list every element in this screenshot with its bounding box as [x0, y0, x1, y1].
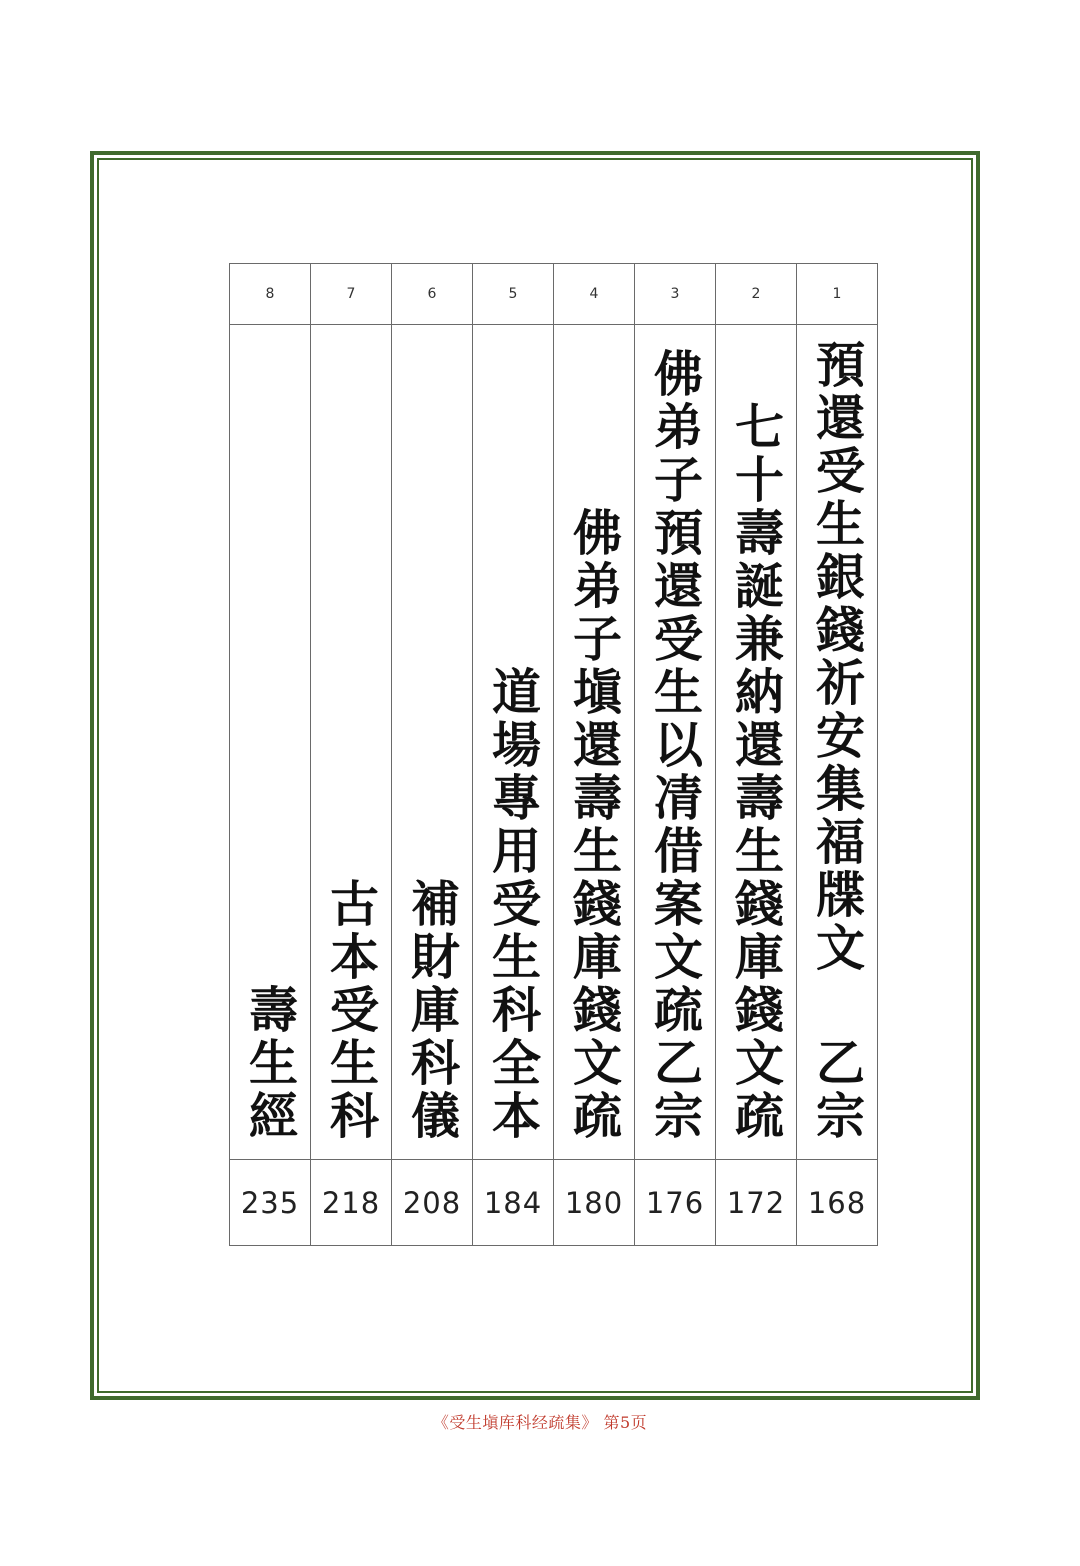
- entry-number: 2: [716, 264, 797, 325]
- entry-title-cell: [635, 325, 716, 1160]
- entry-number: 7: [311, 264, 392, 325]
- entry-number: 8: [230, 264, 311, 325]
- entry-page-number: 176: [635, 1160, 716, 1246]
- entry-number: 3: [635, 264, 716, 325]
- entry-title-row: [230, 325, 878, 1160]
- entry-number: 6: [392, 264, 473, 325]
- entry-title-cell: [716, 325, 797, 1160]
- entry-title: 佛弟子塡還壽生錢庫錢文疏: [565, 507, 624, 1143]
- entry-title: 七十壽誕兼納還壽生錢庫錢文疏: [727, 401, 786, 1143]
- entry-title: 補財庫科儀: [403, 878, 462, 1143]
- entry-title-cell: [554, 325, 635, 1160]
- entry-page-number: 184: [473, 1160, 554, 1246]
- entry-title-cell: [311, 325, 392, 1160]
- entry-title: 預還受生銀錢祈安集福牒文 乙宗: [808, 339, 867, 1143]
- footer-page-suffix: 页: [630, 1413, 648, 1432]
- footer-page-number: 5: [619, 1413, 631, 1432]
- entry-title: 古本受生科: [322, 878, 381, 1143]
- entry-page-number: 168: [797, 1160, 878, 1246]
- table-of-contents: [229, 263, 878, 1246]
- entry-title-cell: [392, 325, 473, 1160]
- entry-page-row: [230, 1160, 878, 1246]
- entry-title: 道場專用受生科全本: [484, 666, 543, 1143]
- entry-title: 佛弟子預還受生以凊借案文疏乙宗: [646, 348, 705, 1143]
- entry-number-row: [230, 264, 878, 325]
- entry-page-number: 235: [230, 1160, 311, 1246]
- entry-page-number: 218: [311, 1160, 392, 1246]
- entry-number: 4: [554, 264, 635, 325]
- entry-number: 5: [473, 264, 554, 325]
- entry-title: 壽生經: [241, 984, 300, 1143]
- entry-title-cell: [230, 325, 311, 1160]
- entry-page-number: 172: [716, 1160, 797, 1246]
- footer-page-prefix: 第: [603, 1413, 620, 1432]
- entry-title-cell: [473, 325, 554, 1160]
- entry-page-number: 208: [392, 1160, 473, 1246]
- entry-page-number: 180: [554, 1160, 635, 1246]
- footer-book-title: 《受生塡库科经疏集》: [432, 1413, 598, 1432]
- entry-title-cell: [797, 325, 878, 1160]
- entry-number: 1: [797, 264, 878, 325]
- page-footer: [0, 1410, 1080, 1433]
